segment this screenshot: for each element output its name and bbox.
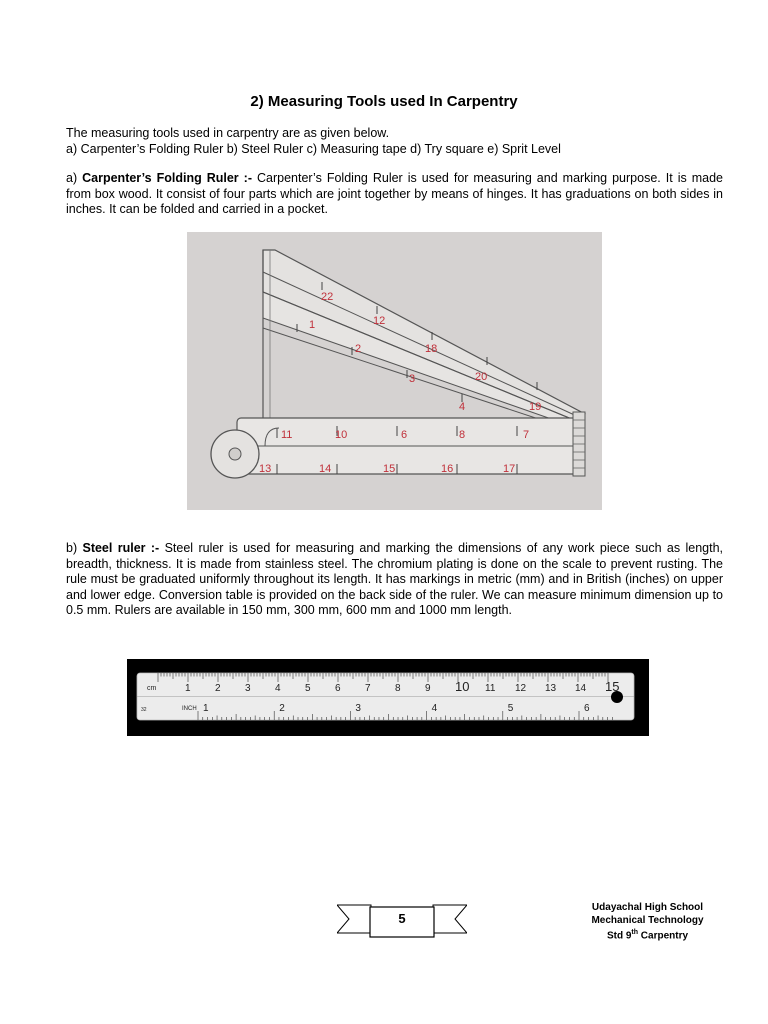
ruler-cm-label: 15 bbox=[605, 679, 620, 694]
ruler-inch-label: 6 bbox=[584, 703, 590, 714]
intro-paragraph bbox=[66, 126, 723, 157]
fold-label-m1: 1 bbox=[309, 319, 316, 331]
std-suffix: Carpentry bbox=[638, 930, 689, 942]
ruler-cm-label: 11 bbox=[485, 683, 496, 694]
fold-label-lt1: 11 bbox=[281, 429, 293, 441]
ruler-cm-label: 13 bbox=[545, 683, 557, 694]
ruler-cm-unit: cm bbox=[147, 685, 157, 692]
page-number: 5 bbox=[398, 911, 406, 926]
ruler-cm-label: 7 bbox=[365, 683, 371, 694]
fold-label-lt3: 6 bbox=[401, 429, 408, 441]
ruler-inch-label: 1 bbox=[203, 703, 209, 714]
fold-label-lb5: 17 bbox=[503, 463, 516, 475]
fold-label-lb1: 13 bbox=[259, 463, 272, 475]
fold-label-u1: 22 bbox=[321, 291, 334, 303]
ruler-inch-label: 5 bbox=[507, 703, 514, 714]
folding-body: Carpenter’s Folding Ruler is used for measuring and marking purpose. It is made from box wood. It consist of four parts which are joint together by means of hinges. It has graduations on both sides in inches. It can be folded and carried in a pocket. bbox=[66, 171, 723, 216]
fold-label-lt5: 7 bbox=[523, 429, 530, 441]
subject-name: Mechanical Technology bbox=[591, 914, 704, 926]
fold-label-u3: 18 bbox=[425, 343, 438, 355]
ruler-cm-label: 8 bbox=[395, 683, 401, 694]
steel-body: Steel ruler is used for measuring and marking the dimensions of any work piece such as length, breadth, thickness. It is made from stainless steel. The chromium plating is done on the scale to prevent rusting. The rule must be graduated uniformly throughout its length. It has markings in metric (mm) and in British (inches) on upper and lower edge. Conversion table is provided on the back side of the ruler. We can measure minimum dimension up to 0.5 mm. Rulers are available in 150 mm, 300 mm, 600 mm and 1000 mm length. bbox=[66, 541, 723, 617]
ruler-cm-label: 1 bbox=[185, 683, 191, 694]
standard-line bbox=[575, 927, 720, 943]
fold-label-lb2: 14 bbox=[319, 463, 332, 475]
ruler-cm-label: 9 bbox=[425, 683, 431, 694]
ruler-inch-unit: INCH bbox=[182, 706, 197, 712]
fold-label-lt2: 10 bbox=[335, 429, 348, 441]
ruler-corner-code: 32 bbox=[141, 707, 147, 713]
ruler-inch-label: 3 bbox=[355, 703, 361, 714]
folding-ruler-photo bbox=[187, 232, 602, 510]
ruler-cm-label: 3 bbox=[245, 683, 251, 694]
fold-label-u2: 12 bbox=[373, 315, 386, 327]
ruler-cm-label: 4 bbox=[275, 683, 281, 694]
steel-term: Steel ruler :- bbox=[82, 541, 160, 555]
ruler-cm-label: 12 bbox=[515, 683, 527, 694]
ruler-cm-label: 6 bbox=[335, 683, 341, 694]
folding-prefix: a) bbox=[66, 171, 83, 185]
ruler-cm-label: 5 bbox=[305, 683, 311, 694]
fold-label-lt4: 8 bbox=[459, 429, 466, 441]
std-prefix: Std 9 bbox=[606, 930, 632, 942]
folding-ruler-paragraph bbox=[66, 171, 723, 218]
intro-line-1: The measuring tools used in carpentry are as given below. bbox=[66, 126, 390, 140]
intro-line-2: a) Carpenter’s Folding Ruler b) Steel Ruler c) Measuring tape d) Try square e) Sprit Level bbox=[66, 141, 561, 156]
school-info bbox=[575, 902, 720, 943]
ruler-cm-label: 2 bbox=[215, 683, 221, 694]
steel-prefix: b) bbox=[66, 541, 83, 555]
fold-label-u4: 20 bbox=[475, 371, 488, 383]
std-sup: th bbox=[631, 929, 639, 936]
ruler-cm-label: 10 bbox=[455, 679, 470, 694]
fold-label-u5: 19 bbox=[529, 401, 542, 413]
ruler-inch-label: 4 bbox=[431, 703, 438, 714]
page-heading: 2) Measuring Tools used In Carpentry bbox=[250, 93, 518, 110]
steel-ruler-photo bbox=[127, 659, 649, 736]
steel-ruler-paragraph bbox=[66, 541, 723, 619]
fold-label-m4: 4 bbox=[459, 401, 466, 413]
ruler-inch-label: 2 bbox=[279, 703, 285, 714]
fold-label-lb4: 16 bbox=[441, 463, 454, 475]
folding-term: Carpenter’s Folding Ruler :- bbox=[82, 171, 252, 185]
fold-label-m2: 2 bbox=[355, 343, 362, 355]
fold-label-m3: 3 bbox=[409, 373, 416, 385]
ruler-cm-label: 14 bbox=[575, 683, 587, 694]
fold-label-lb3: 15 bbox=[383, 463, 396, 475]
school-name: Udayachal High School bbox=[591, 902, 704, 913]
